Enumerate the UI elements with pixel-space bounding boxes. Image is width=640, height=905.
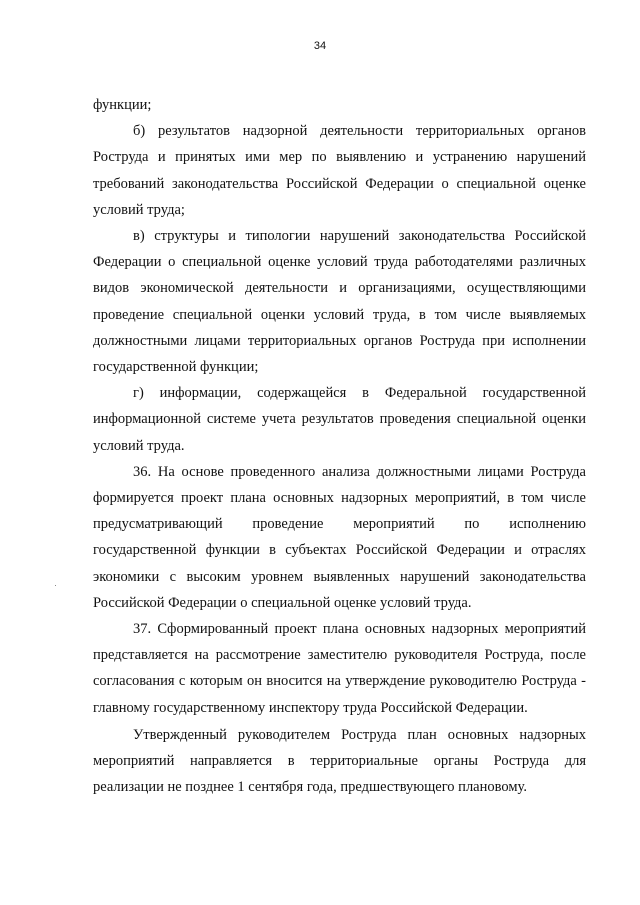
document-body	[93, 92, 586, 800]
paragraph-36: 36. На основе проведенного анализа должностными лицами Роструда формируется проект плана основных надзорных мероприятий, в том числе предусматривающий проведение мероприятий по исполнению государственной функции в субъектах Российской Федерации и отраслях экономики с высоким уровнем выявленных нарушений законодательства Российской Федерации о специальной оценке условий труда.	[93, 463, 586, 611]
paragraph-item-v: в) структуры и типологии нарушений законодательства Российской Федерации о специальной оценке условий труда работодателями различных видов экономической деятельности и организациями, осуществляющими проведение специальной оценки условий труда, в том числе выявляемых должностными лицами территориальных органов Роструда при исполнении государственной функции;	[93, 228, 586, 376]
paragraph-item-g: г) информации, содержащейся в Федеральной государственной информационной системе учета результатов проведения специальной оценки условий труда.	[93, 385, 586, 454]
paragraph-approved-plan: Утвержденный руководителем Роструда план основных надзорных мероприятий направляется в территориальные органы Роструда для реализации не позднее 1 сентября года, предшествующего плановому.	[93, 726, 586, 796]
paragraph-37: 37. Сформированный проект плана основных надзорных мероприятий представляется на рассмотрение заместителю руководителя Роструда, после согласования с которым он вносится на утверждение руководителю Роструда - главному государственному инспектору труда Российской Федерации.	[93, 621, 586, 716]
paragraph-item-b: б) результатов надзорной деятельности территориальных органов Роструда и принятых ими мер по выявлению и устранению нарушений требований законодательства Российской Федерации о специальной оценке условий труда;	[93, 123, 586, 218]
scan-speck	[55, 585, 56, 586]
page-number: 34	[313, 40, 327, 52]
paragraph-continuation: функции;	[93, 97, 152, 113]
